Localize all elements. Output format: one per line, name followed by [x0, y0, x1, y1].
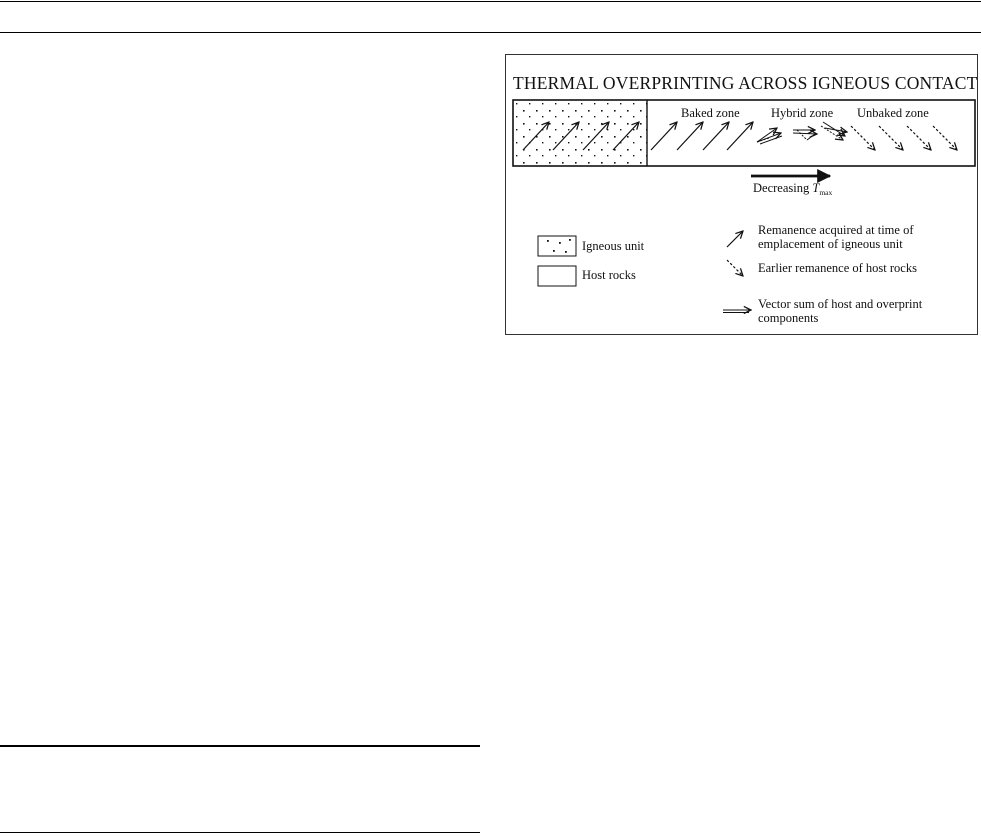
footnote-rule-top: [0, 745, 480, 747]
decreasing-tmax-label: Decreasing $T_{max}$: [753, 181, 833, 197]
thermal-overprinting-figure: [505, 54, 978, 335]
legend-vector-label-1: Vector sum of host and overprint: [758, 297, 923, 311]
legend-overprint-label-1: Remanence acquired at time of: [758, 223, 914, 237]
footnote-rule-bottom: [0, 832, 480, 833]
hybrid-zone-label: Hybrid zone: [771, 106, 834, 120]
header-rule-bottom: [0, 32, 981, 33]
header-rule-top: [0, 1, 981, 2]
legend-host-label: Host rocks: [582, 268, 636, 282]
legend-host-swatch: [538, 266, 576, 286]
unbaked-zone-label: Unbaked zone: [857, 106, 929, 120]
figure-title: THERMAL OVERPRINTING ACROSS IGNEOUS CONTACT: [513, 73, 978, 93]
baked-zone-label: Baked zone: [681, 106, 740, 120]
legend-overprint-label-2: emplacement of igneous unit: [758, 237, 903, 251]
legend-vector-label-2: components: [758, 311, 819, 325]
legend-earlier-label: Earlier remanence of host rocks: [758, 261, 917, 275]
figure-frame: [506, 55, 978, 335]
legend-igneous-label: Igneous unit: [582, 239, 645, 253]
figure-canvas: [505, 54, 978, 335]
igneous-unit-body: [514, 101, 647, 165]
